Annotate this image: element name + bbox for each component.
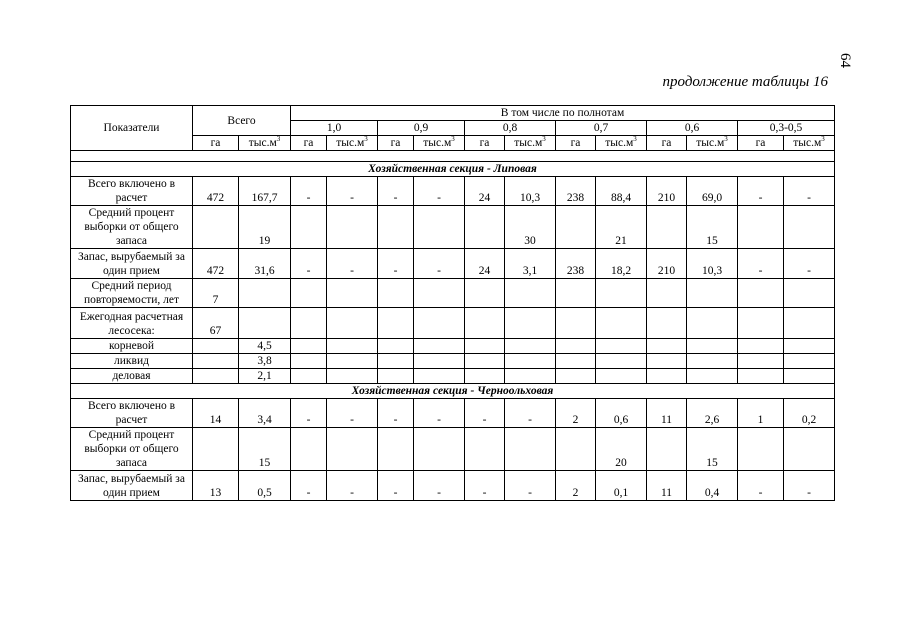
table-cell: 69,0 — [687, 177, 738, 206]
unit-volume: $тыс.м^3$ — [596, 136, 647, 151]
table-cell — [647, 206, 687, 249]
table-cell: - — [414, 399, 465, 428]
table-cell — [414, 206, 465, 249]
table-cell: 11 — [647, 471, 687, 501]
table-cell — [596, 369, 647, 384]
table-cell: 0,1 — [596, 471, 647, 501]
table-cell — [193, 369, 239, 384]
table-cell: - — [291, 471, 327, 501]
table-cell — [414, 428, 465, 471]
table-cell: 472 — [193, 249, 239, 279]
table-cell: 13 — [193, 471, 239, 501]
table-cell: - — [291, 399, 327, 428]
table-cell: - — [378, 177, 414, 206]
table-cell: 1 — [738, 399, 784, 428]
table-cell: 21 — [596, 206, 647, 249]
table-cell — [378, 354, 414, 369]
header-total: Всего — [193, 106, 291, 136]
table-cell — [556, 339, 596, 354]
table-cell — [414, 279, 465, 308]
table-cell — [687, 354, 738, 369]
table-cell — [465, 206, 505, 249]
table-row — [71, 471, 835, 501]
table-cell: - — [784, 249, 835, 279]
table-cell: 24 — [465, 177, 505, 206]
table-cell: 3,8 — [239, 354, 291, 369]
table-cell — [193, 206, 239, 249]
table-cell — [239, 279, 291, 308]
table-cell: - — [378, 399, 414, 428]
table-cell — [647, 279, 687, 308]
unit-ha: га — [647, 136, 687, 151]
density-header: 1,0 — [291, 121, 378, 136]
table-cell: 18,2 — [596, 249, 647, 279]
row-label: Запас, вырубаемый за один прием — [71, 471, 193, 501]
table-cell — [505, 354, 556, 369]
table-row — [71, 279, 835, 308]
table-cell: 19 — [239, 206, 291, 249]
section-header-row — [71, 162, 835, 177]
table-cell — [378, 339, 414, 354]
table-cell — [556, 354, 596, 369]
table-cell — [193, 339, 239, 354]
table-cell — [327, 279, 378, 308]
table-cell: 67 — [193, 308, 239, 339]
table-cell — [505, 369, 556, 384]
page-number: 64 — [837, 53, 853, 68]
table-cell — [556, 206, 596, 249]
table-cell — [738, 428, 784, 471]
table-cell — [596, 354, 647, 369]
row-label: деловая — [71, 369, 193, 384]
table-cell: 2 — [556, 471, 596, 501]
unit-volume: $тыс.м^3$ — [327, 136, 378, 151]
table-cell — [556, 428, 596, 471]
table-cell — [687, 279, 738, 308]
density-header: 0,9 — [378, 121, 465, 136]
section-title: Хозяйственная секция - Липовая — [71, 162, 835, 177]
table-cell — [687, 339, 738, 354]
row-label: Всего включено в расчет — [71, 177, 193, 206]
table-cell: 15 — [687, 206, 738, 249]
table-cell — [327, 369, 378, 384]
density-header: 0,8 — [465, 121, 556, 136]
table-cell: 0,6 — [596, 399, 647, 428]
unit-ha: га — [465, 136, 505, 151]
table-cell — [414, 354, 465, 369]
table-cell — [647, 308, 687, 339]
table-cell — [378, 308, 414, 339]
table-cell — [738, 339, 784, 354]
table-cell — [596, 308, 647, 339]
header-by-density: В том числе по полнотам — [291, 106, 835, 121]
table-cell: 30 — [505, 206, 556, 249]
table-cell: - — [784, 177, 835, 206]
unit-ha: га — [193, 136, 239, 151]
table-cell — [556, 279, 596, 308]
unit-ha: га — [738, 136, 784, 151]
table-cell: - — [738, 471, 784, 501]
table-cell — [784, 369, 835, 384]
unit-volume: $тыс.м^3$ — [687, 136, 738, 151]
table-cell: - — [465, 399, 505, 428]
table-cell: 472 — [193, 177, 239, 206]
table-cell: 3,1 — [505, 249, 556, 279]
header-indicators: Показатели — [71, 106, 193, 151]
table-cell: - — [738, 177, 784, 206]
table-cell — [291, 206, 327, 249]
table-cell — [784, 279, 835, 308]
row-label: Ежегодная расчетная лесосека: — [71, 308, 193, 339]
table-cell — [465, 354, 505, 369]
table-cell — [378, 428, 414, 471]
table-cell — [738, 354, 784, 369]
table-cell — [505, 339, 556, 354]
table-cell — [505, 428, 556, 471]
table-cell — [505, 279, 556, 308]
table-cell: 10,3 — [505, 177, 556, 206]
table-cell: 88,4 — [596, 177, 647, 206]
table-cell: - — [465, 471, 505, 501]
table-cell — [596, 279, 647, 308]
table-cell — [465, 428, 505, 471]
density-header: 0,3-0,5 — [738, 121, 835, 136]
table-cell: 15 — [687, 428, 738, 471]
table-row — [71, 308, 835, 339]
table-cell — [596, 339, 647, 354]
unit-volume: $тыс.м^3$ — [239, 136, 291, 151]
table-cell — [647, 428, 687, 471]
table-caption: продолжение таблицы 16 — [662, 74, 828, 90]
table-cell: 20 — [596, 428, 647, 471]
table-cell: - — [327, 471, 378, 501]
table-cell — [784, 428, 835, 471]
table-cell: 11 — [647, 399, 687, 428]
table-cell — [378, 279, 414, 308]
table-cell: 14 — [193, 399, 239, 428]
table-cell: 10,3 — [687, 249, 738, 279]
unit-ha: га — [378, 136, 414, 151]
table-cell — [465, 279, 505, 308]
table-cell — [647, 339, 687, 354]
density-header: 0,6 — [647, 121, 738, 136]
row-label: Средний процент выборки от общего запаса — [71, 206, 193, 249]
table-row — [71, 354, 835, 369]
table-cell — [647, 354, 687, 369]
table-row — [71, 206, 835, 249]
table-row — [71, 369, 835, 384]
row-label: ликвид — [71, 354, 193, 369]
table-cell: 31,6 — [239, 249, 291, 279]
table-cell: 7 — [193, 279, 239, 308]
table-cell — [378, 369, 414, 384]
unit-ha: га — [291, 136, 327, 151]
table-cell: - — [505, 399, 556, 428]
table-cell: - — [327, 249, 378, 279]
table-cell — [414, 369, 465, 384]
unit-volume: $тыс.м^3$ — [784, 136, 835, 151]
table-cell: - — [378, 249, 414, 279]
section-title: Хозяйственная секция - Черноольховая — [71, 384, 835, 399]
table-cell — [738, 279, 784, 308]
table-cell — [327, 354, 378, 369]
table-cell: - — [291, 249, 327, 279]
table-cell — [239, 308, 291, 339]
table-cell: - — [378, 471, 414, 501]
table-cell — [327, 339, 378, 354]
table-cell: 15 — [239, 428, 291, 471]
table-cell: 24 — [465, 249, 505, 279]
section-header-row — [71, 384, 835, 399]
table-cell: 167,7 — [239, 177, 291, 206]
table-cell — [327, 428, 378, 471]
table-cell: 0,2 — [784, 399, 835, 428]
table-cell: - — [291, 177, 327, 206]
table-cell: - — [327, 177, 378, 206]
table-cell — [687, 308, 738, 339]
table-cell: 3,4 — [239, 399, 291, 428]
table-cell — [291, 369, 327, 384]
table-cell — [291, 279, 327, 308]
table-cell: 0,5 — [239, 471, 291, 501]
table-cell: 210 — [647, 249, 687, 279]
table-cell — [687, 369, 738, 384]
table-cell — [784, 339, 835, 354]
table-cell: 210 — [647, 177, 687, 206]
unit-volume: $тыс.м^3$ — [505, 136, 556, 151]
table-cell: - — [738, 249, 784, 279]
table-cell: - — [784, 471, 835, 501]
table-cell — [505, 308, 556, 339]
table-cell — [465, 339, 505, 354]
table-cell — [193, 428, 239, 471]
table-cell: - — [505, 471, 556, 501]
table-cell — [784, 354, 835, 369]
table-cell — [414, 339, 465, 354]
forest-inventory-table — [70, 105, 835, 501]
table-cell: 2,6 — [687, 399, 738, 428]
table-cell: - — [414, 471, 465, 501]
table-cell — [465, 308, 505, 339]
table-cell: - — [327, 399, 378, 428]
table-cell — [193, 354, 239, 369]
table-cell — [327, 308, 378, 339]
unit-ha: га — [556, 136, 596, 151]
table-cell — [291, 428, 327, 471]
row-label: корневой — [71, 339, 193, 354]
table-cell — [414, 308, 465, 339]
table-cell — [556, 308, 596, 339]
row-label: Средний процент выборки от общего запаса — [71, 428, 193, 471]
row-label: Запас, вырубаемый за один прием — [71, 249, 193, 279]
table-cell — [738, 369, 784, 384]
table-row — [71, 249, 835, 279]
table-cell — [738, 308, 784, 339]
table-row — [71, 428, 835, 471]
table-cell — [784, 206, 835, 249]
table-cell — [784, 308, 835, 339]
table-row — [71, 399, 835, 428]
table-cell — [738, 206, 784, 249]
row-label: Всего включено в расчет — [71, 399, 193, 428]
table-cell: 0,4 — [687, 471, 738, 501]
table-cell: 2 — [556, 399, 596, 428]
table-cell: - — [414, 249, 465, 279]
table-row — [71, 177, 835, 206]
table-cell — [465, 369, 505, 384]
table-row — [71, 339, 835, 354]
table-cell — [327, 206, 378, 249]
table-cell: - — [414, 177, 465, 206]
table-cell — [378, 206, 414, 249]
unit-volume: $тыс.м^3$ — [414, 136, 465, 151]
table-cell — [291, 308, 327, 339]
table-cell: 4,5 — [239, 339, 291, 354]
table-cell: 2,1 — [239, 369, 291, 384]
table-cell — [291, 354, 327, 369]
table-cell: 238 — [556, 249, 596, 279]
spacer-row — [71, 151, 835, 162]
row-label: Средний период повторяемости, лет — [71, 279, 193, 308]
table-cell — [556, 369, 596, 384]
table-cell — [291, 339, 327, 354]
table-cell — [647, 369, 687, 384]
table-cell: 238 — [556, 177, 596, 206]
density-header: 0,7 — [556, 121, 647, 136]
